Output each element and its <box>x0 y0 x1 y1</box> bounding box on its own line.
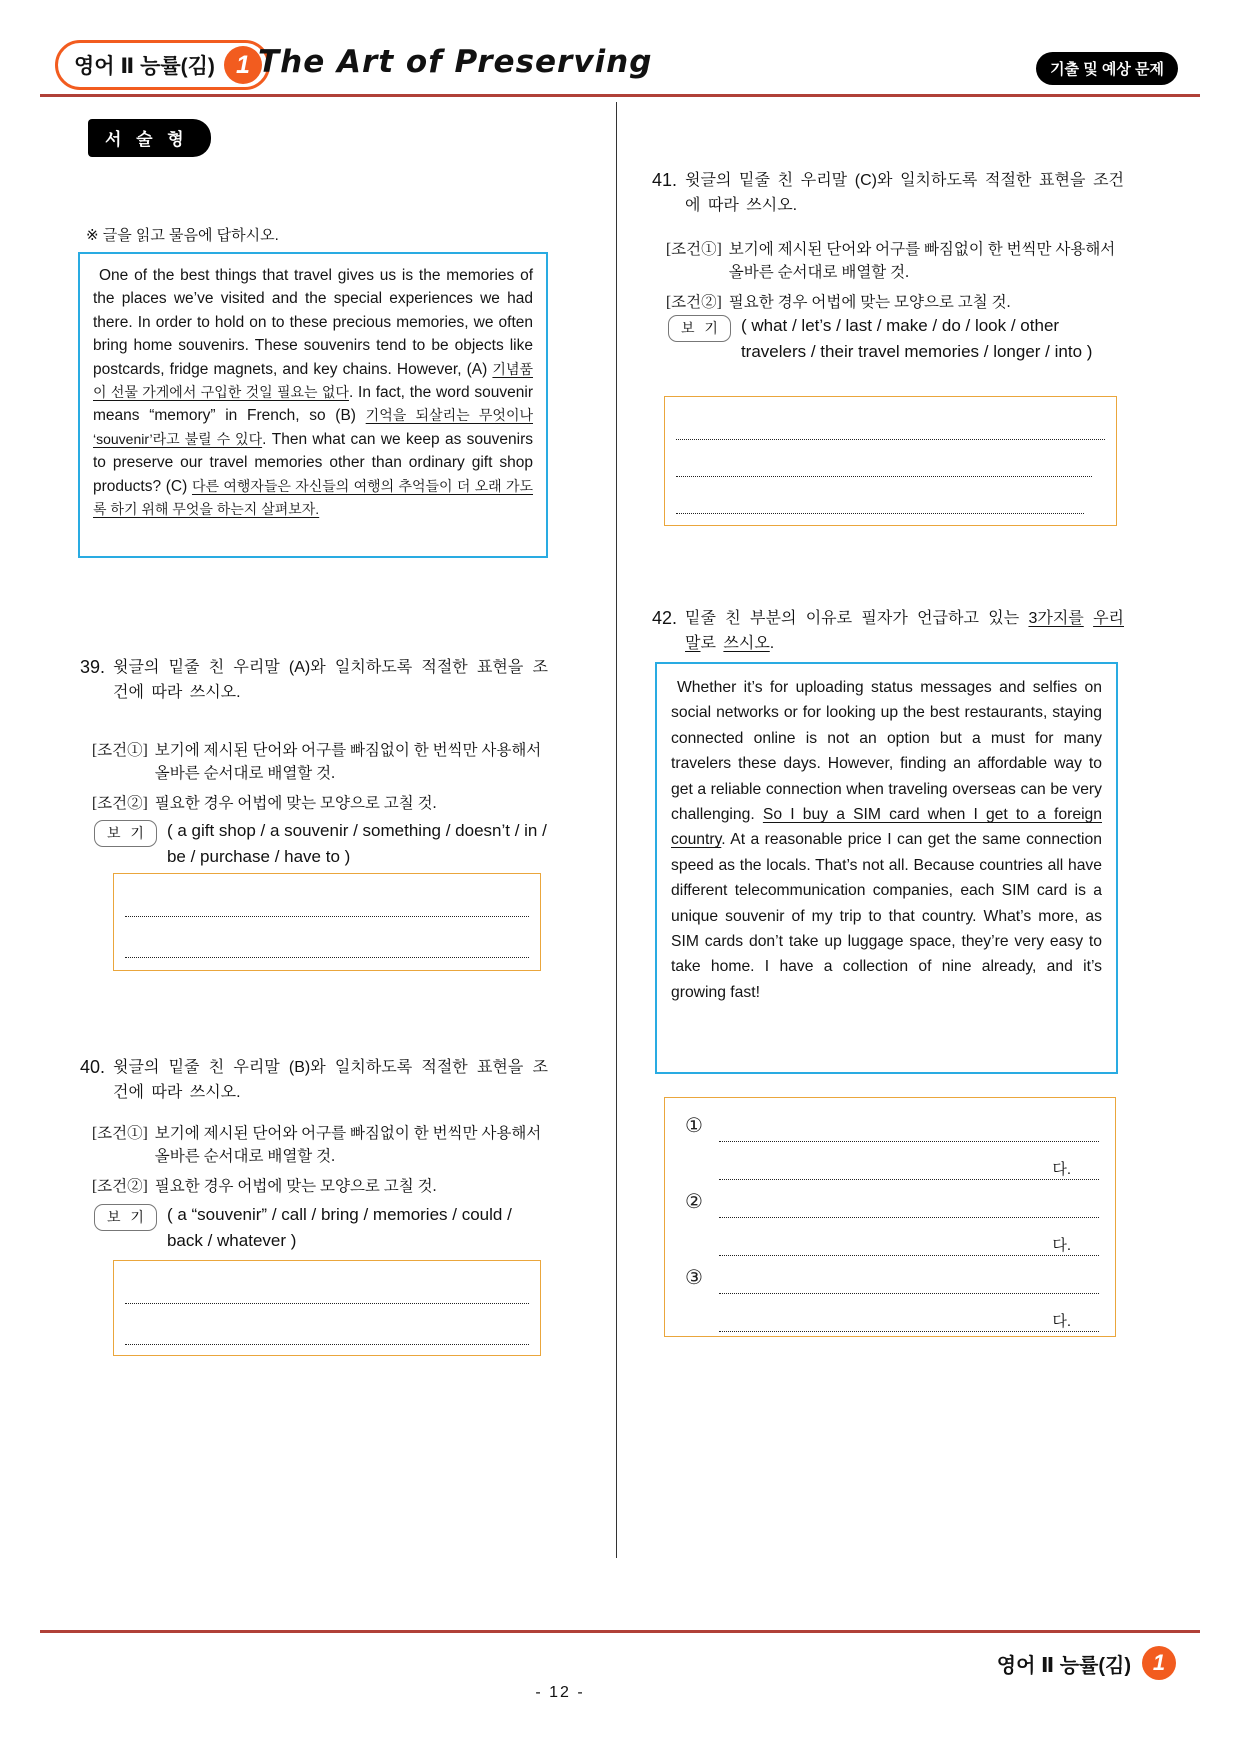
question-41-text: 윗글의 밑줄 친 우리말 (C)와 일치하도록 적절한 표현을 조건에 따라 쓰시오. <box>685 172 1124 214</box>
passage-a-text-3: . Then what can we keep as souvenirs to preserve our travel memories other than ordinary gift shop products? (C) <box>93 430 533 495</box>
answer-item-2-number: ② <box>685 1191 703 1213</box>
condition-2-text: 필요한 경우 어법에 맞는 모양으로 고칠 것. <box>728 294 1011 311</box>
question-41-wordbank <box>668 313 1126 365</box>
question-41-conditions <box>666 238 1124 321</box>
answer-line-with-suffix[interactable] <box>719 1218 1099 1256</box>
answer-line[interactable] <box>125 876 529 917</box>
passage-a <box>78 252 548 558</box>
footer-rule <box>40 1630 1200 1633</box>
passage-b-text-1: Whether it’s for uploading status messages and selfies on social networks or for looking up the best restaurants, staying connected online is not an option but a must for many travelers these days. However, finding an affordable way to get a reliable connection when traveling overseas can be very challenging. <box>671 679 1102 824</box>
condition-1-label: [조건①] <box>666 241 722 258</box>
answer-line[interactable] <box>125 917 529 958</box>
question-42-number: 42. <box>652 608 678 628</box>
question-39-number: 39. <box>80 657 106 677</box>
condition-2-label: [조건②] <box>666 294 722 311</box>
condition-1 <box>666 238 1124 284</box>
sentence-ending-suffix: 다. <box>1052 1161 1071 1178</box>
question-39 <box>80 655 548 705</box>
question-40-number: 40. <box>80 1057 106 1077</box>
question-39-text: 윗글의 밑줄 친 우리말 (A)와 일치하도록 적절한 표현을 조건에 따라 쓰시오. <box>113 659 548 701</box>
question-41-wordbank-text: ( what / let’s / last / make / do / look / other travelers / their travel memories / longer / into ) <box>740 316 1093 361</box>
condition-1 <box>92 739 548 785</box>
header-rule <box>40 94 1200 97</box>
passage-b <box>655 662 1118 1074</box>
passage-a-korean-b: 기억을 되살리는 무엇이나 ‘souvenir’라고 불릴 수 있다 <box>93 407 533 447</box>
condition-2-label: [조건②] <box>92 795 148 812</box>
answer-item-3 <box>685 1256 1099 1332</box>
question-40-answer-box[interactable] <box>113 1260 541 1356</box>
page-number: - 12 - <box>535 1684 585 1701</box>
question-42-text-end: . <box>769 635 775 652</box>
condition-1-text: 보기에 제시된 단어와 어구를 빠짐없이 한 번씩만 사용해서 올바른 순서대로 배열할 것. <box>154 1125 542 1165</box>
condition-2 <box>92 792 548 815</box>
sentence-ending-suffix: 다. <box>1052 1237 1071 1254</box>
passage-b-underlined-sentence: So I buy a SIM card when I get to a foreign country <box>671 806 1102 849</box>
question-39-conditions <box>92 739 548 822</box>
answer-item-2-lines <box>719 1180 1099 1256</box>
question-42-underline-write: 쓰시오 <box>723 635 770 652</box>
condition-2-text: 필요한 경우 어법에 맞는 모양으로 고칠 것. <box>154 795 437 812</box>
question-42-text-pre: 밑줄 친 부분의 이유로 필자가 언급하고 있는 <box>685 610 1029 627</box>
condition-2 <box>666 291 1124 314</box>
answer-line[interactable] <box>676 403 1105 440</box>
question-39-wordbank <box>94 818 548 870</box>
answer-line-with-suffix[interactable] <box>719 1294 1099 1332</box>
condition-2-text: 필요한 경우 어법에 맞는 모양으로 고칠 것. <box>154 1178 437 1195</box>
answer-line[interactable] <box>125 1304 529 1345</box>
page-title: The Art of Preserving <box>258 44 653 80</box>
section-instruction: ※ 글을 읽고 물음에 답하시오. <box>86 227 279 244</box>
passage-a-korean-a: 기념품이 선물 가게에서 구입한 것일 필요는 없다 <box>93 360 533 401</box>
answer-item-2 <box>685 1180 1099 1256</box>
wordbank-label: 보 기 <box>94 1204 157 1231</box>
unit-number-circle: 1 <box>224 46 262 84</box>
section-badge: 서 술 형 <box>88 119 211 157</box>
answer-item-1-number: ① <box>685 1115 703 1137</box>
column-divider <box>616 102 617 1558</box>
passage-b-text-2: . At a reasonable price I can get the same connection speed as the locals. That’s not all. Because countries all have different telecommunication companies, each SIM card is a unique souvenir of my trip to that country. What’s more, as SIM cards don’t take up luggage space, they’re very easy to take home. I have a collection of nine already, and it’s growing fast! <box>671 831 1102 1001</box>
answer-item-1-lines <box>719 1104 1099 1180</box>
question-39-wordbank-text: ( a gift shop / a souvenir / something / doesn’t / in / be / purchase / have to ) <box>166 821 547 866</box>
question-40-wordbank <box>94 1202 548 1254</box>
answer-line[interactable] <box>125 1263 529 1304</box>
condition-1-text: 보기에 제시된 단어와 어구를 빠짐없이 한 번씩만 사용해서 올바른 순서대로 배열할 것. <box>728 241 1116 281</box>
wordbank-label: 보 기 <box>668 315 731 342</box>
wordbank-label: 보 기 <box>94 820 157 847</box>
condition-2 <box>92 1175 548 1198</box>
question-42-underline-korean: 우리말 <box>685 610 1124 652</box>
question-41 <box>652 168 1124 218</box>
question-41-answer-box[interactable] <box>664 396 1117 526</box>
passage-a-korean-c: 다른 여행자들은 자신들의 여행의 추억들이 더 오래 가도록 하기 위해 무엇을 하는지 살펴보자. <box>93 477 533 518</box>
passage-a-text-2: . In fact, the word souvenir means “memory” in French, so (B) <box>93 384 533 425</box>
condition-1-label: [조건①] <box>92 1125 148 1142</box>
condition-1-label: [조건①] <box>92 742 148 759</box>
answer-item-1 <box>685 1104 1099 1180</box>
answer-line[interactable] <box>719 1180 1099 1218</box>
footer-unit-number-circle: 1 <box>1142 1646 1176 1680</box>
question-40-text: 윗글의 밑줄 친 우리말 (B)와 일치하도록 적절한 표현을 조건에 따라 쓰시오. <box>113 1059 548 1101</box>
footer-course-label: 영어 Ⅱ 능률(김) <box>996 1654 1131 1677</box>
answer-line[interactable] <box>676 477 1084 514</box>
course-badge-label: 영어 Ⅱ 능률(김) <box>74 55 215 78</box>
course-badge <box>55 40 270 90</box>
answer-line-with-suffix[interactable] <box>719 1142 1099 1180</box>
passage-a-text-1: One of the best things that travel gives us is the memories of the places we’ve visited and the special experiences we had there. In order to hold on to these precious memories, we often bring home souvenirs. These souvenirs tend to be objects like postcards, fridge magnets, and key chains. However, (A) <box>93 267 533 378</box>
exam-type-badge: 기출 및 예상 문제 <box>1036 52 1178 85</box>
question-41-number: 41. <box>652 170 678 190</box>
answer-line[interactable] <box>719 1104 1099 1142</box>
condition-2-label: [조건②] <box>92 1178 148 1195</box>
answer-line[interactable] <box>676 440 1092 477</box>
question-40-wordbank-text: ( a “souvenir” / call / bring / memories / could / back / whatever ) <box>166 1205 512 1250</box>
condition-1-text: 보기에 제시된 단어와 어구를 빠짐없이 한 번씩만 사용해서 올바른 순서대로 배열할 것. <box>154 742 542 782</box>
question-40-conditions <box>92 1122 548 1205</box>
answer-item-3-number: ③ <box>685 1267 703 1289</box>
footer-course-badge <box>997 1646 1176 1680</box>
condition-1 <box>92 1122 548 1168</box>
question-42-text-post: 로 <box>700 635 724 652</box>
question-42 <box>652 606 1124 656</box>
question-39-answer-box[interactable] <box>113 873 541 971</box>
question-40 <box>80 1055 548 1105</box>
question-42-text-mid <box>1084 610 1093 627</box>
answer-item-3-lines <box>719 1256 1099 1332</box>
question-42-answer-box[interactable] <box>664 1097 1116 1337</box>
question-42-underline-count: 3가지를 <box>1028 610 1084 627</box>
answer-line[interactable] <box>719 1256 1099 1294</box>
sentence-ending-suffix: 다. <box>1052 1313 1071 1330</box>
question-42-text <box>685 606 1124 656</box>
